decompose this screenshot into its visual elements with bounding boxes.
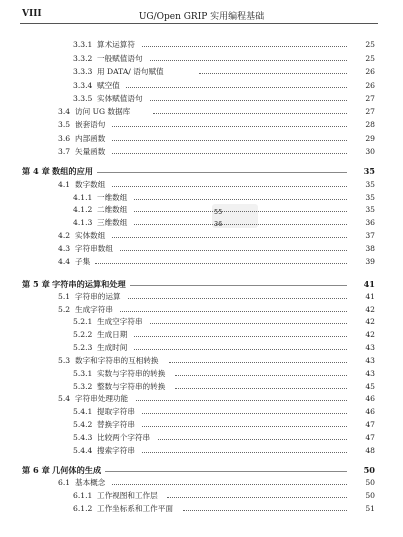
toc-leader-dots [136,393,347,401]
toc-leader-dots [134,342,347,350]
toc-section-number: 4.1 [58,180,71,189]
toc-leader-dots [112,477,347,485]
toc-row [0,342,403,354]
toc-section-title: 数组的应用 [52,166,93,176]
toc-section-title: 比较两个字符串 [97,433,151,442]
toc-section-number: 4.2 [58,231,71,240]
toc-leader-dots [150,53,347,61]
toc-leader-dots [150,93,347,101]
toc-page-number: 50 [365,491,375,500]
running-title: UG/Open GRIP 实用编程基础 [138,12,265,22]
toc-section-title: 生成字符串 [75,305,113,314]
toc-leader-dots [142,445,347,453]
toc-section-title: 生成日期 [97,330,128,339]
toc-row [0,133,403,145]
toc-section-title: 替换字符串 [97,420,135,429]
toc-page-number: 43 [365,343,375,352]
toc-section-number: 5.2.2 [73,330,93,339]
toc-leader-dots [105,464,347,472]
toc-section-title: 字符串的运算 [75,292,121,301]
toc-leader-dots [158,432,347,440]
toc-leader-dots [150,316,347,324]
scan-artifact-text: 55 [214,208,223,216]
toc-row [0,217,403,229]
toc-leader-dots [112,133,347,141]
toc-page-number: 26 [365,67,375,76]
toc-page-number: 27 [365,107,375,116]
toc-page-number: 45 [365,382,375,391]
toc-page-number: 26 [365,81,375,90]
toc-page-number: 39 [365,257,375,266]
toc-page-number: 35 [365,180,375,189]
toc-section-number: 4.3 [58,244,71,253]
toc-leader-dots [142,419,347,427]
toc-section-number: 3.4 [58,107,71,116]
toc-row [0,393,403,405]
toc-section-title: 字符串处理功能 [75,394,129,403]
toc-section-number: 4.1.1 [73,193,93,202]
toc-section-number: 6.1.2 [73,504,93,513]
toc-section-number: 5.2.3 [73,343,93,352]
toc-section-number: 5.4.3 [73,433,93,442]
toc-page-number: 29 [365,134,375,143]
toc-page-number: 35 [365,193,375,202]
toc-section-title: 基本概念 [75,478,106,487]
toc-leader-dots [128,291,347,299]
toc-section-number: 3.7 [58,147,71,156]
toc-section-number: 5.4.2 [73,420,93,429]
toc-row [0,53,403,65]
toc-row [0,445,403,457]
toc-row [0,503,403,515]
toc-section-number: 3.3.1 [73,40,93,49]
toc-page-number: 25 [365,40,375,49]
toc-row [0,66,403,78]
toc-section-title: 一维数组 [97,193,128,202]
toc-section-number: 第 4 章 [22,166,50,176]
toc-leader-dots [167,490,347,498]
toc-row [0,93,403,105]
toc-page-number: 48 [365,446,375,455]
toc-row [0,432,403,444]
toc-section-title: 工作视图和工作层 [97,491,158,500]
toc-section-title: 二维数组 [97,205,128,214]
toc-page-number: 46 [365,394,375,403]
toc-row [0,179,403,191]
toc-section-number: 5.2.1 [73,317,93,326]
toc-page-number: 42 [365,317,375,326]
toc-section-title: 字符串数组 [75,244,113,253]
toc-page-number: 43 [365,356,375,365]
toc-section-title: 一般赋值语句 [97,54,143,63]
toc-row [0,381,403,393]
toc-section-number: 5.2 [58,305,71,314]
toc-section-title: 几何体的生成 [52,465,102,475]
toc-section-title: 嵌套语句 [75,120,106,129]
toc-section-number: 4.1.3 [73,218,93,227]
toc-leader-dots [175,368,347,376]
toc-leader-dots [112,146,347,154]
toc-page-number: 35 [363,166,375,176]
toc-page-number: 51 [365,504,375,513]
toc-page-number: 46 [365,407,375,416]
toc-row [0,368,403,380]
toc-leader-dots [126,80,347,88]
toc-leader-dots [130,278,347,286]
toc-section-title: 数字数组 [75,180,106,189]
toc-section-number: 4.1.2 [73,205,93,214]
toc-section-title: 数字和字符串的互相转换 [75,356,159,365]
toc-leader-dots [175,381,347,389]
toc-section-title: 内部函数 [75,134,106,143]
toc-page-number: 42 [365,305,375,314]
toc-row [0,80,403,92]
toc-row [0,304,403,316]
scan-artifact-text: 36 [214,220,223,228]
toc-row [0,316,403,328]
toc-page-number: 47 [365,433,375,442]
toc-section-title: 字符串的运算和处理 [52,279,126,289]
toc-leader-dots [142,39,347,47]
toc-section-title: 整数与字符串的转换 [97,382,166,391]
toc-leader-dots [134,217,347,225]
toc-section-title: 工作坐标系和工作平面 [97,504,173,513]
toc-section-number: 5.3.2 [73,382,93,391]
toc-page-number: 25 [365,54,375,63]
toc-section-title: 赋空值 [97,81,120,90]
toc-section-number: 3.5 [58,120,71,129]
toc-row [0,146,403,158]
toc-page-number: 28 [365,120,375,129]
toc-section-title: 生成空字符串 [97,317,143,326]
toc-leader-dots [112,119,347,127]
toc-leader-dots [134,204,347,212]
toc-row [0,230,403,242]
toc-leader-dots [112,179,347,187]
toc-section-title: 算术运算符 [97,40,135,49]
toc-section-title: 三维数组 [97,218,128,227]
toc-section-number: 5.3 [58,356,71,365]
toc-section-number: 6.1.1 [73,491,93,500]
toc-section-number: 4.4 [58,257,71,266]
toc-row [0,406,403,418]
toc-leader-dots [120,243,347,251]
toc-page-number: 50 [363,465,375,475]
toc-page-number: 41 [365,292,375,301]
toc-page-number: 43 [365,369,375,378]
toc-section-number: 3.3.3 [73,67,93,76]
toc-page-number: 36 [365,218,375,227]
toc-section-title: 实数与字符串的转换 [97,369,166,378]
toc-section-number: 6.1 [58,478,71,487]
toc-chapter-row [0,464,403,476]
toc-row [0,256,403,268]
toc-leader-dots [112,230,347,238]
toc-row [0,243,403,255]
toc-page-number: 41 [363,279,375,289]
toc-row [0,39,403,51]
toc-page-number: 50 [365,478,375,487]
toc-leader-dots [142,406,347,414]
toc-section-title: 用 DATA/ 语句赋值 [97,67,164,76]
toc-leader-dots [199,66,347,74]
toc-row [0,291,403,303]
toc-row [0,192,403,204]
toc-section-number: 3.6 [58,134,71,143]
toc-chapter-row [0,278,403,290]
toc-leader-dots [95,256,347,264]
toc-section-number: 3.3.2 [73,54,93,63]
toc-section-number: 第 6 章 [22,465,50,475]
toc-section-number: 3.3.5 [73,94,93,103]
toc-page-number: 35 [365,205,375,214]
toc-row [0,119,403,131]
toc-row [0,419,403,431]
toc-section-number: 5.4.1 [73,407,93,416]
page-number: VIII [22,9,42,19]
toc-row [0,329,403,341]
toc-page-number: 38 [365,244,375,253]
toc-page-number: 42 [365,330,375,339]
toc-section-title: 提取字符串 [97,407,135,416]
toc-section-title: 生成时间 [97,343,128,352]
toc-section-number: 3.3.4 [73,81,93,90]
toc-leader-dots [183,503,347,511]
toc-leader-dots [134,192,347,200]
toc-section-number: 5.1 [58,292,71,301]
toc-page-number: 37 [365,231,375,240]
toc-row [0,477,403,489]
toc-section-title: 实体赋值语句 [97,94,143,103]
toc-section-title: 矢量函数 [75,147,106,156]
toc-section-number: 5.3.1 [73,369,93,378]
toc-section-number: 5.4 [58,394,71,403]
toc-section-title: 搜索字符串 [97,446,135,455]
toc-row [0,204,403,216]
toc-leader-dots [120,304,347,312]
toc-page-number: 47 [365,420,375,429]
toc-chapter-row [0,165,403,177]
toc-leader-dots [169,355,347,363]
toc-section-number: 第 5 章 [22,279,50,289]
toc-leader-dots [97,165,347,173]
toc-row [0,355,403,367]
toc-row [0,490,403,502]
toc-page-number: 27 [365,94,375,103]
toc-section-title: 访问 UG 数据库 [75,107,131,116]
toc-section-number: 5.4.4 [73,446,93,455]
toc-leader-dots [134,329,347,337]
toc-page-number: 30 [365,147,375,156]
toc-row [0,106,403,118]
toc-leader-dots [153,106,347,114]
toc-section-title: 实体数组 [75,231,106,240]
toc-section-title: 子集 [75,257,91,266]
